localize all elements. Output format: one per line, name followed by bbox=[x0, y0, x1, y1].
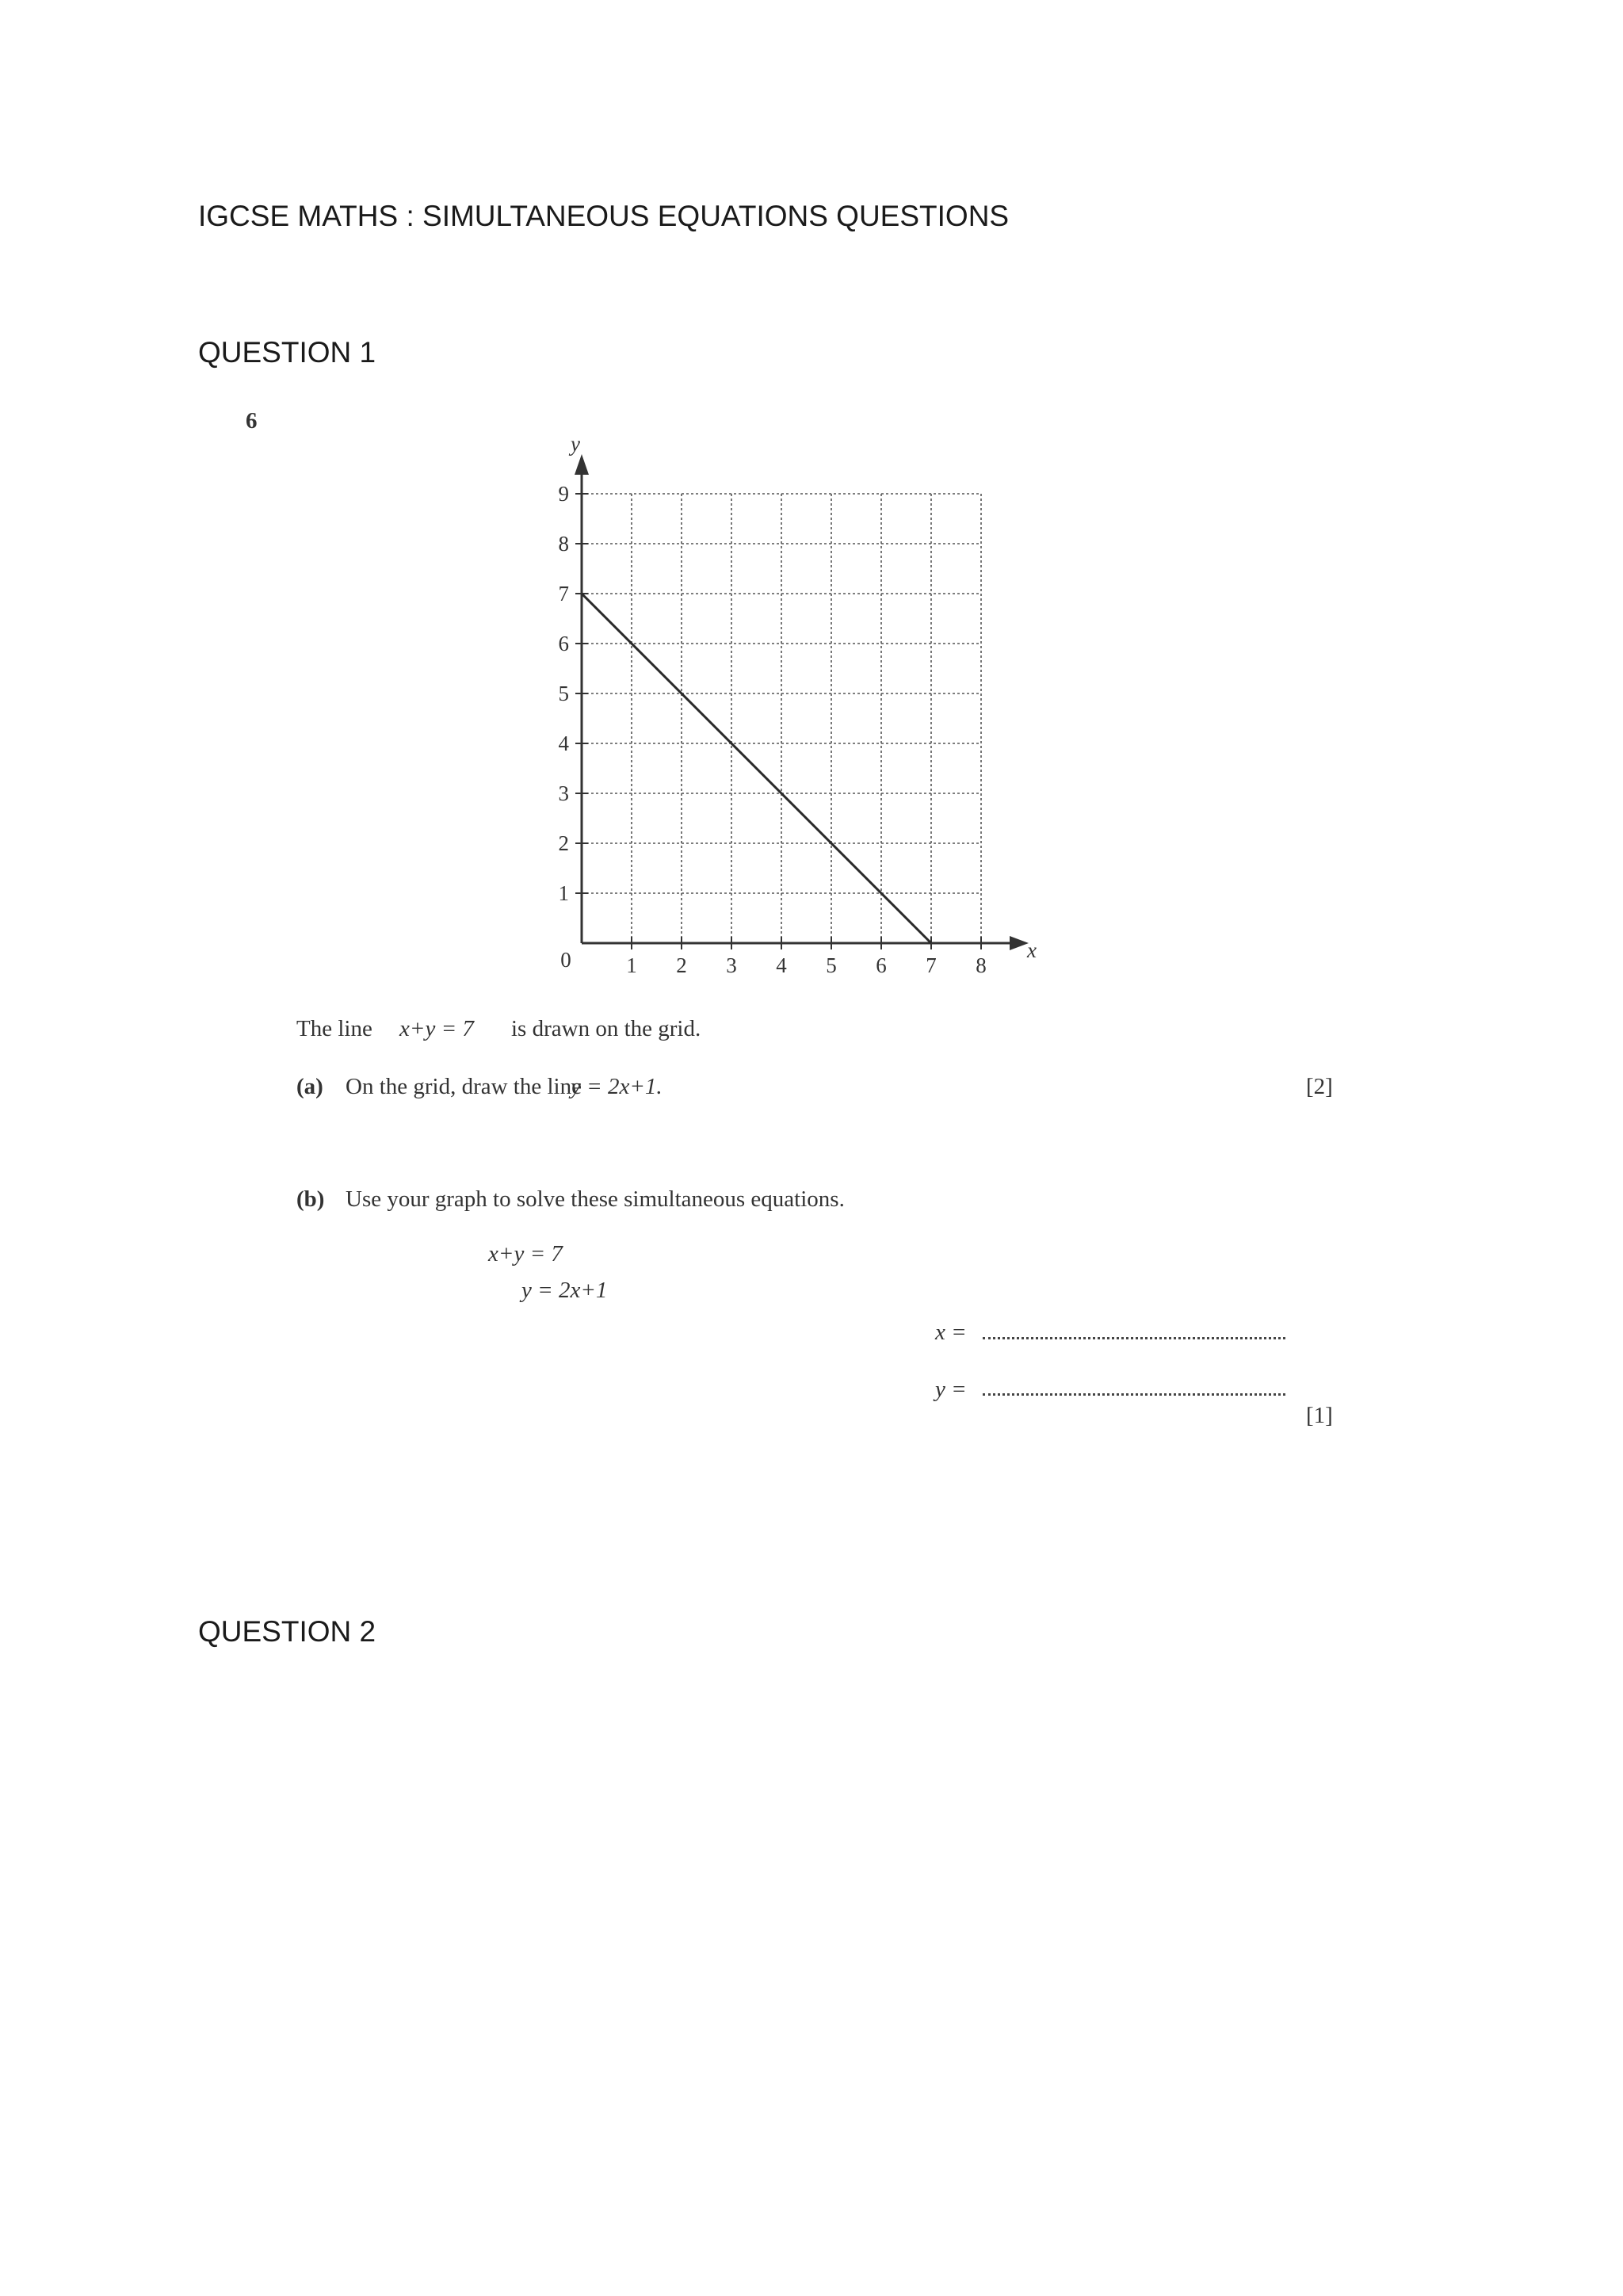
y-tick-label: 2 bbox=[558, 831, 569, 855]
y-tick-label: 7 bbox=[558, 582, 569, 606]
question-stem-equation: x+y = 7 bbox=[399, 1016, 474, 1041]
y-tick-label: 6 bbox=[558, 632, 569, 655]
origin-label: 0 bbox=[560, 948, 571, 972]
y-axis-label: y bbox=[571, 432, 580, 456]
x-tick-label: 7 bbox=[926, 953, 937, 977]
document-title: IGCSE MATHS : SIMULTANEOUS EQUATIONS QUESTIONS bbox=[198, 200, 1010, 232]
answer-x-field[interactable] bbox=[983, 1337, 1285, 1339]
part-b-marks: [1] bbox=[1306, 1403, 1333, 1428]
question-number: 6 bbox=[246, 408, 258, 434]
simultaneous-equation-2: y = 2x+1 bbox=[521, 1278, 608, 1303]
y-tick-label: 1 bbox=[558, 881, 569, 905]
part-a-equation: y = 2x+1. bbox=[571, 1074, 663, 1099]
y-tick-label: 3 bbox=[558, 781, 569, 805]
coordinate-grid-chart bbox=[515, 432, 1038, 987]
y-tick-label: 5 bbox=[558, 682, 569, 705]
part-a-label: (a) bbox=[296, 1074, 323, 1099]
x-tick-label: 1 bbox=[626, 953, 637, 977]
grid-lines bbox=[582, 494, 981, 943]
part-a-marks: [2] bbox=[1306, 1074, 1333, 1099]
question-2-heading: QUESTION 2 bbox=[198, 1615, 376, 1648]
x-tick-label: 5 bbox=[826, 953, 837, 977]
y-axis-arrow bbox=[575, 454, 589, 475]
part-b-text: Use your graph to solve these simultaneous equations. bbox=[346, 1186, 845, 1212]
x-tick-label: 2 bbox=[676, 953, 687, 977]
series-line bbox=[582, 594, 931, 943]
series-lines bbox=[582, 594, 931, 943]
tick-marks bbox=[575, 494, 981, 949]
x-tick-label: 3 bbox=[726, 953, 737, 977]
tick-labels bbox=[559, 482, 987, 977]
part-a-text: On the grid, draw the line bbox=[346, 1074, 582, 1099]
y-tick-label: 9 bbox=[558, 482, 569, 506]
x-tick-label: 8 bbox=[976, 953, 987, 977]
answer-y-label: y = bbox=[935, 1377, 967, 1402]
x-tick-label: 6 bbox=[876, 953, 887, 977]
x-axis-label: x bbox=[1027, 938, 1037, 962]
answer-x-label: x = bbox=[935, 1320, 967, 1345]
question-1-heading: QUESTION 1 bbox=[198, 336, 376, 369]
simultaneous-equation-1: x+y = 7 bbox=[488, 1241, 563, 1266]
axes bbox=[575, 454, 1029, 950]
y-tick-label: 4 bbox=[558, 732, 569, 755]
question-stem-suffix: is drawn on the grid. bbox=[511, 1016, 701, 1041]
answer-y-field[interactable] bbox=[983, 1393, 1285, 1396]
x-axis-arrow bbox=[1010, 936, 1029, 950]
x-tick-label: 4 bbox=[776, 953, 787, 977]
y-tick-label: 8 bbox=[558, 532, 569, 556]
question-stem-prefix: The line bbox=[296, 1016, 372, 1041]
part-b-label: (b) bbox=[296, 1186, 325, 1212]
